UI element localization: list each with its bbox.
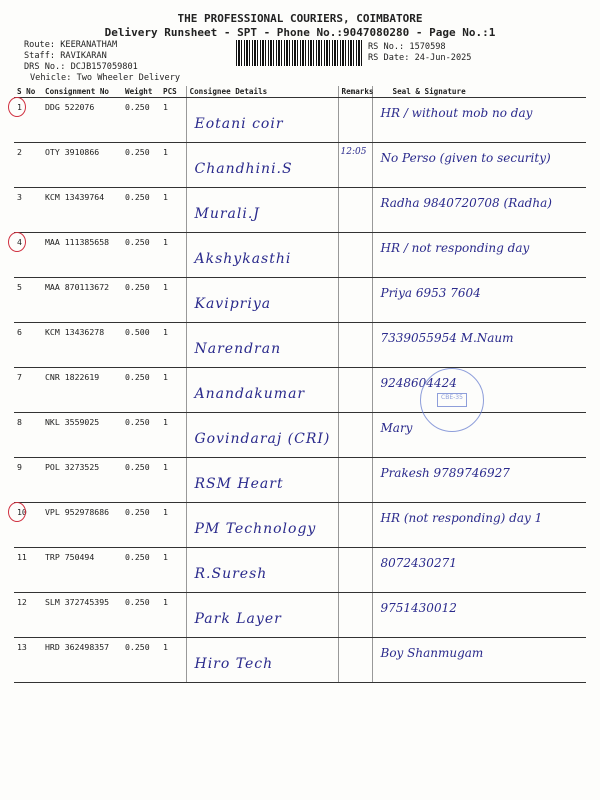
pcs-count: 1 bbox=[160, 323, 186, 368]
seal-signature-cell bbox=[372, 458, 586, 503]
seal-signature-cell bbox=[372, 413, 586, 458]
company-seal-stamp bbox=[420, 368, 484, 432]
pcs-count: 1 bbox=[160, 98, 186, 143]
remarks-note-cell bbox=[338, 233, 372, 278]
weight-value: 0.250 bbox=[122, 413, 160, 458]
remarks-note-cell bbox=[338, 323, 372, 368]
consignee-name-cell bbox=[186, 188, 338, 233]
consignment-number: VPL 952978686 bbox=[42, 503, 122, 548]
consignee-name-cell bbox=[186, 323, 338, 368]
table-row bbox=[14, 503, 586, 548]
pcs-count: 1 bbox=[160, 593, 186, 638]
runsheet-table bbox=[14, 86, 586, 683]
seal-signature-cell bbox=[372, 278, 586, 323]
seal-signature: Radha 9840720708 (Radha) bbox=[380, 196, 552, 210]
consignee-name: Murali.J bbox=[194, 206, 260, 222]
consignee-name-cell bbox=[186, 503, 338, 548]
pcs-count: 1 bbox=[160, 458, 186, 503]
row-sno: 8 bbox=[14, 413, 42, 458]
barcode-image bbox=[236, 40, 362, 66]
weight-value: 0.250 bbox=[122, 233, 160, 278]
seal-signature-cell bbox=[372, 593, 586, 638]
seal-signature: 7339055954 M.Naum bbox=[380, 331, 514, 345]
remarks-note-cell bbox=[338, 458, 372, 503]
col-header-remarks: Remarks bbox=[338, 86, 372, 98]
col-header-weight: Weight bbox=[122, 86, 160, 98]
staff-label: Staff: RAVIKARAN bbox=[24, 51, 107, 61]
seal-signature: No Perso (given to security) bbox=[380, 151, 551, 165]
row-sno: 1 bbox=[14, 98, 42, 143]
table-row bbox=[14, 593, 586, 638]
consignee-name: RSM Heart bbox=[194, 476, 284, 492]
table-row bbox=[14, 233, 586, 278]
weight-value: 0.250 bbox=[122, 638, 160, 683]
row-sno: 11 bbox=[14, 548, 42, 593]
row-sno: 9 bbox=[14, 458, 42, 503]
rs-number: RS No.: 1570598 bbox=[368, 42, 446, 52]
red-circle-mark bbox=[8, 502, 26, 522]
table-row bbox=[14, 413, 586, 458]
consignee-name: Narendran bbox=[194, 341, 282, 357]
consignee-name: Eotani coir bbox=[194, 116, 284, 132]
seal-signature: HR / not responding day bbox=[380, 241, 530, 255]
row-sno: 7 bbox=[14, 368, 42, 413]
consignment-number: MAA 111385658 bbox=[42, 233, 122, 278]
table-row bbox=[14, 278, 586, 323]
table-header-row bbox=[14, 86, 586, 98]
col-header-consignment: Consignment No bbox=[42, 86, 122, 98]
drs-number: DRS No.: DCJB157059801 bbox=[24, 62, 138, 72]
pcs-count: 1 bbox=[160, 503, 186, 548]
table-row bbox=[14, 548, 586, 593]
seal-signature: Mary bbox=[380, 421, 413, 435]
pcs-count: 1 bbox=[160, 413, 186, 458]
remarks-note-cell bbox=[338, 413, 372, 458]
red-circle-mark bbox=[8, 232, 26, 252]
company-title: THE PROFESSIONAL COURIERS, COIMBATORE bbox=[177, 12, 423, 25]
row-sno: 2 bbox=[14, 143, 42, 188]
consignee-name-cell bbox=[186, 143, 338, 188]
consignee-name-cell bbox=[186, 548, 338, 593]
table-row bbox=[14, 188, 586, 233]
pcs-count: 1 bbox=[160, 143, 186, 188]
consignee-name: Akshykasthi bbox=[194, 251, 292, 267]
consignee-name: Govindaraj (CRI) bbox=[194, 431, 331, 447]
consignment-number: HRD 362498357 bbox=[42, 638, 122, 683]
remarks-note-cell bbox=[338, 143, 372, 188]
weight-value: 0.500 bbox=[122, 323, 160, 368]
row-sno: 12 bbox=[14, 593, 42, 638]
vehicle-label: Vehicle: Two Wheeler Delivery bbox=[30, 73, 181, 83]
seal-signature-cell bbox=[372, 143, 586, 188]
seal-signature: 9751430012 bbox=[380, 601, 457, 615]
consignee-name-cell bbox=[186, 368, 338, 413]
consignment-number: DDG 522076 bbox=[42, 98, 122, 143]
pcs-count: 1 bbox=[160, 638, 186, 683]
seal-signature-cell bbox=[372, 323, 586, 368]
consignment-number: NKL 3559025 bbox=[42, 413, 122, 458]
pcs-count: 1 bbox=[160, 368, 186, 413]
consignment-number: POL 3273525 bbox=[42, 458, 122, 503]
table-row bbox=[14, 368, 586, 413]
remarks-note-cell bbox=[338, 638, 372, 683]
seal-signature-cell bbox=[372, 188, 586, 233]
seal-signature-cell bbox=[372, 98, 586, 143]
weight-value: 0.250 bbox=[122, 503, 160, 548]
table-row bbox=[14, 638, 586, 683]
seal-signature: Prakesh 9789746927 bbox=[380, 466, 510, 480]
weight-value: 0.250 bbox=[122, 593, 160, 638]
consignee-name: Park Layer bbox=[194, 611, 282, 627]
consignee-name-cell bbox=[186, 458, 338, 503]
table-row bbox=[14, 458, 586, 503]
remarks-note-cell bbox=[338, 188, 372, 233]
route-label: Route: KEERANATHAM bbox=[24, 40, 118, 50]
table-row bbox=[14, 98, 586, 143]
seal-signature-cell bbox=[372, 638, 586, 683]
remarks-note-cell bbox=[338, 278, 372, 323]
seal-signature: 9248604424 bbox=[380, 376, 457, 390]
remarks-note-cell bbox=[338, 503, 372, 548]
consignee-name-cell bbox=[186, 413, 338, 458]
consignment-number: TRP 750494 bbox=[42, 548, 122, 593]
remarks-note: 12:05 bbox=[340, 147, 367, 157]
table-row bbox=[14, 143, 586, 188]
weight-value: 0.250 bbox=[122, 278, 160, 323]
stamp-center: CBE-35 bbox=[437, 393, 467, 407]
runsheet-subtitle: Delivery Runsheet - SPT - Phone No.:9047080280 - Page No.:1 bbox=[104, 26, 496, 39]
red-circle-mark bbox=[8, 97, 26, 117]
seal-signature: Priya 6953 7604 bbox=[380, 286, 481, 300]
seal-signature-cell bbox=[372, 503, 586, 548]
consignment-number: MAA 870113672 bbox=[42, 278, 122, 323]
col-header-sno: S No bbox=[14, 86, 42, 98]
col-header-consignee: Consignee Details bbox=[186, 86, 338, 98]
col-header-signature: Seal & Signature bbox=[372, 86, 586, 98]
seal-signature: 8072430271 bbox=[380, 556, 457, 570]
seal-signature: HR (not responding) day 1 bbox=[380, 511, 543, 525]
remarks-note-cell bbox=[338, 98, 372, 143]
consignee-name-cell bbox=[186, 593, 338, 638]
consignee-name: Kavipriya bbox=[194, 296, 272, 312]
consignee-name: Hiro Tech bbox=[194, 656, 274, 672]
row-sno: 6 bbox=[14, 323, 42, 368]
weight-value: 0.250 bbox=[122, 188, 160, 233]
weight-value: 0.250 bbox=[122, 98, 160, 143]
row-sno: 3 bbox=[14, 188, 42, 233]
consignee-name-cell bbox=[186, 278, 338, 323]
consignee-name: Anandakumar bbox=[194, 386, 306, 402]
pcs-count: 1 bbox=[160, 233, 186, 278]
remarks-note-cell bbox=[338, 548, 372, 593]
consignee-name: PM Technology bbox=[194, 521, 317, 537]
row-sno: 4 bbox=[14, 233, 42, 278]
weight-value: 0.250 bbox=[122, 458, 160, 503]
pcs-count: 1 bbox=[160, 548, 186, 593]
weight-value: 0.250 bbox=[122, 368, 160, 413]
row-sno: 13 bbox=[14, 638, 42, 683]
pcs-count: 1 bbox=[160, 278, 186, 323]
weight-value: 0.250 bbox=[122, 548, 160, 593]
consignment-number: KCM 13439764 bbox=[42, 188, 122, 233]
weight-value: 0.250 bbox=[122, 143, 160, 188]
consignee-name-cell bbox=[186, 98, 338, 143]
row-sno: 10 bbox=[14, 503, 42, 548]
seal-signature: Boy Shanmugam bbox=[380, 646, 484, 660]
consignee-name: Chandhini.S bbox=[194, 161, 293, 177]
pcs-count: 1 bbox=[160, 188, 186, 233]
seal-signature-cell bbox=[372, 233, 586, 278]
remarks-note-cell bbox=[338, 368, 372, 413]
row-sno: 5 bbox=[14, 278, 42, 323]
remarks-note-cell bbox=[338, 593, 372, 638]
seal-signature: HR / without mob no day bbox=[380, 106, 533, 120]
consignment-number: KCM 13436278 bbox=[42, 323, 122, 368]
consignment-number: SLM 372745395 bbox=[42, 593, 122, 638]
rs-date: RS Date: 24-Jun-2025 bbox=[368, 53, 472, 63]
table-row bbox=[14, 323, 586, 368]
consignee-name-cell bbox=[186, 233, 338, 278]
consignee-name-cell bbox=[186, 638, 338, 683]
col-header-pcs: PCS bbox=[160, 86, 186, 98]
consignment-number: CNR 1822619 bbox=[42, 368, 122, 413]
consignee-name: R.Suresh bbox=[194, 566, 268, 582]
seal-signature-cell bbox=[372, 548, 586, 593]
consignment-number: OTY 3910866 bbox=[42, 143, 122, 188]
